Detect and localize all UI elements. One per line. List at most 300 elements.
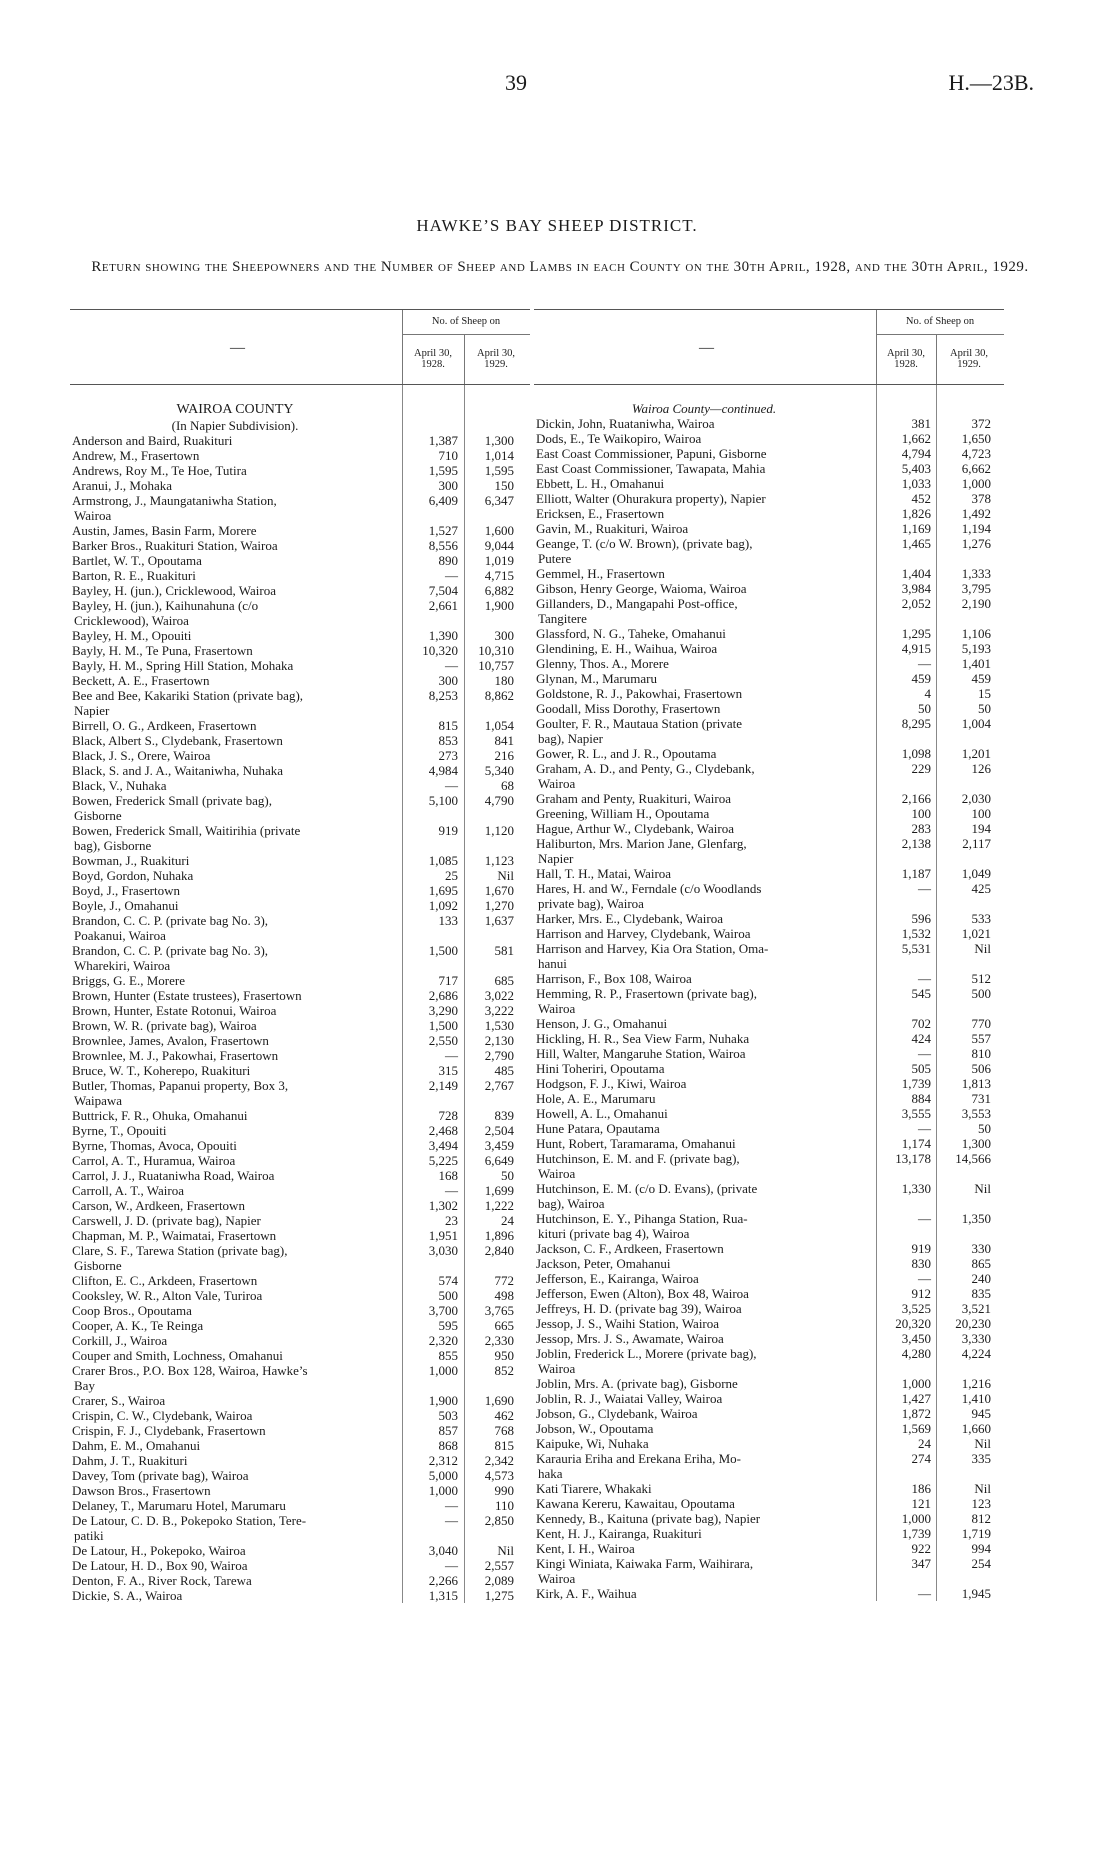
right-column xyxy=(534,309,1004,1601)
table-row xyxy=(534,1331,1004,1346)
sheep-1929 xyxy=(937,956,997,971)
sheep-1928: 1,662 xyxy=(901,431,931,446)
owner-name: Hini Toheriri, Opoutama xyxy=(536,1061,665,1076)
table-row xyxy=(70,1048,530,1063)
sheep-1929: 2,190 xyxy=(961,596,991,611)
owner-name: Harrison and Harvey, Kia Ora Station, Oma- xyxy=(536,941,769,956)
owner-name: Gibson, Henry George, Waioma, Wairoa xyxy=(536,581,747,596)
sheep-1929: Nil xyxy=(974,1436,991,1451)
sheep-1928: 5,531 xyxy=(901,941,931,956)
sheep-1929: 1,333 xyxy=(961,566,991,581)
owner-name: Goulter, F. R., Mautaua Station (private xyxy=(536,716,743,731)
owner-name: Wairoa xyxy=(538,776,576,791)
owner-name: Crispin, C. W., Clydebank, Wairoa xyxy=(72,1408,253,1423)
sheep-1929 xyxy=(937,611,997,626)
sheep-1929: 815 xyxy=(494,1438,514,1453)
sheep-1929: 2,130 xyxy=(484,1033,514,1048)
table-row xyxy=(534,1421,1004,1436)
owner-name: Joblin, R. J., Waiatai Valley, Wairoa xyxy=(536,1391,723,1406)
owner-name: Delaney, T., Marumaru Hotel, Marumaru xyxy=(72,1498,286,1513)
table-row xyxy=(70,1453,530,1468)
sheep-1928: 459 xyxy=(911,671,931,686)
owner-name: Kingi Winiata, Kaiwaka Farm, Waihirara, xyxy=(536,1556,754,1571)
sheep-1929 xyxy=(464,1093,520,1108)
table-row xyxy=(70,1033,530,1048)
owner-name: Waipawa xyxy=(74,1093,123,1108)
sheep-1928: 1,826 xyxy=(901,506,931,521)
sheep-1928: — xyxy=(918,1271,931,1286)
table-row xyxy=(70,1423,530,1438)
sheep-1929 xyxy=(464,1258,520,1273)
table-row xyxy=(70,1588,530,1603)
sheep-1928: 452 xyxy=(911,491,931,506)
sheep-1928: 20,320 xyxy=(895,1316,931,1331)
sheep-1929 xyxy=(937,1466,997,1481)
owner-name: Dahm, E. M., Omahanui xyxy=(72,1438,201,1453)
owner-name: Andrews, Roy M., Te Hoe, Tutira xyxy=(72,463,247,478)
table-row xyxy=(70,1363,530,1378)
sheep-1928: 503 xyxy=(438,1408,458,1423)
sheep-1929: 1,275 xyxy=(484,1588,514,1603)
header-col-1929: April 30, 1929. xyxy=(950,348,988,370)
owner-name: Bayly, H. M., Spring Hill Station, Mohaka xyxy=(72,658,294,673)
sheep-1929: 150 xyxy=(494,478,514,493)
sheep-1929: 9,044 xyxy=(484,538,514,553)
table-row xyxy=(70,628,530,643)
table-row xyxy=(70,1498,530,1513)
owner-name: Jobson, G., Clydebank, Wairoa xyxy=(536,1406,698,1421)
sheep-1929: 1,054 xyxy=(484,718,514,733)
table-row xyxy=(534,1151,1004,1166)
sheep-1928: 919 xyxy=(438,823,458,838)
owner-name: Bowman, J., Ruakituri xyxy=(72,853,190,868)
owner-name: Graham and Penty, Ruakituri, Wairoa xyxy=(536,791,731,806)
sheep-1928: 4,915 xyxy=(901,641,931,656)
sheep-1928: 50 xyxy=(918,701,931,716)
table-row xyxy=(534,521,1004,536)
owner-name: Cricklewood), Wairoa xyxy=(74,613,189,628)
sheep-1928: 2,686 xyxy=(428,988,458,1003)
table-row xyxy=(70,748,530,763)
table-row xyxy=(534,1451,1004,1466)
sheep-1929: 865 xyxy=(971,1256,991,1271)
sheep-1928: 702 xyxy=(911,1016,931,1031)
table-row xyxy=(534,1586,1004,1601)
sheep-1928 xyxy=(878,1001,937,1016)
owner-name: Gisborne xyxy=(74,1258,122,1273)
sheep-1929: 15 xyxy=(978,686,991,701)
sheep-1929 xyxy=(464,928,520,943)
sheep-1928: 1,092 xyxy=(428,898,458,913)
owner-name: Beckett, A. E., Frasertown xyxy=(72,673,210,688)
owner-name: Jessop, J. S., Waihi Station, Wairoa xyxy=(536,1316,720,1331)
sheep-1928 xyxy=(878,1166,937,1181)
sheep-1929: 1,401 xyxy=(961,656,991,671)
sheep-1928: 574 xyxy=(438,1273,458,1288)
sheep-1928: — xyxy=(918,1586,931,1601)
table-row xyxy=(70,1138,530,1153)
owner-name: Birrell, O. G., Ardkeen, Frasertown xyxy=(72,718,257,733)
table-row xyxy=(70,718,530,733)
owner-name: Wairoa xyxy=(74,508,112,523)
sheep-1928: 133 xyxy=(438,913,458,928)
owner-name: Wairoa xyxy=(538,1571,576,1586)
county-heading: WAIROA COUNTY xyxy=(176,402,294,417)
sheep-1928: 3,450 xyxy=(901,1331,931,1346)
table-row xyxy=(70,1078,530,1093)
sheep-1928: 4 xyxy=(924,686,931,701)
sheep-1928: 595 xyxy=(438,1318,458,1333)
sheep-1929: 68 xyxy=(501,778,514,793)
sheep-1928: — xyxy=(918,971,931,986)
sheep-1928 xyxy=(404,1378,464,1393)
owner-name: Hickling, H. R., Sea View Farm, Nuhaka xyxy=(536,1031,750,1046)
sheep-1928: 3,984 xyxy=(901,581,931,596)
sheep-1928: 1,739 xyxy=(901,1076,931,1091)
sheep-1929: 6,649 xyxy=(484,1153,514,1168)
table-row xyxy=(534,461,1004,476)
sheep-1929: 4,715 xyxy=(484,568,514,583)
table-row xyxy=(534,506,1004,521)
owner-name: Hune Patara, Opautama xyxy=(536,1121,660,1136)
owner-name: Couper and Smith, Lochness, Omahanui xyxy=(72,1348,283,1363)
sheep-1929 xyxy=(464,508,520,523)
sheep-1929: 812 xyxy=(971,1511,991,1526)
sheep-1929: 459 xyxy=(971,671,991,686)
table-row xyxy=(534,1121,1004,1136)
owner-name: Hutchinson, E. M. (c/o D. Evans), (private xyxy=(536,1181,758,1196)
sheep-1928: 121 xyxy=(911,1496,931,1511)
owner-name: Dods, E., Te Waikopiro, Wairoa xyxy=(536,431,702,446)
table-row xyxy=(534,971,1004,986)
sheep-1928: 5,100 xyxy=(428,793,458,808)
sheep-1929: 1,813 xyxy=(961,1076,991,1091)
sheep-1929 xyxy=(937,1571,997,1586)
sheep-1929: 557 xyxy=(971,1031,991,1046)
owner-name: Glenny, Thos. A., Morere xyxy=(536,656,669,671)
owner-name: Chapman, M. P., Waimatai, Frasertown xyxy=(72,1228,277,1243)
sheep-1928: 505 xyxy=(911,1061,931,1076)
owner-name: Briggs, G. E., Morere xyxy=(72,973,186,988)
table-row xyxy=(534,1361,1004,1376)
sheep-1929: 20,230 xyxy=(955,1316,991,1331)
table-row xyxy=(534,911,1004,926)
sheep-1928: 545 xyxy=(911,986,931,1001)
owner-name: Napier xyxy=(538,851,574,866)
sheep-1929: 852 xyxy=(494,1363,514,1378)
owner-name: Kent, I. H., Wairoa xyxy=(536,1541,635,1556)
table-row xyxy=(534,611,1004,626)
table-row xyxy=(70,523,530,538)
sheep-1929: 1,014 xyxy=(484,448,514,463)
sheep-1929: 1,719 xyxy=(961,1526,991,1541)
owner-name: Elliott, Walter (Ohurakura property), Napier xyxy=(536,491,766,506)
owner-name: Poakanui, Wairoa xyxy=(74,928,166,943)
owner-name: Brandon, C. C. P. (private bag No. 3), xyxy=(72,943,269,958)
sheep-1928: 23 xyxy=(445,1213,458,1228)
owner-name: Armstrong, J., Maungataniwha Station, xyxy=(72,493,277,508)
sheep-1928: 1,569 xyxy=(901,1421,931,1436)
sheep-1929: 581 xyxy=(494,943,514,958)
owner-name: Jackson, Peter, Omahanui xyxy=(536,1256,671,1271)
owner-name: Howell, A. L., Omahanui xyxy=(536,1106,668,1121)
owner-name: hanui xyxy=(538,956,567,971)
sheep-1928: 186 xyxy=(911,1481,931,1496)
table-row xyxy=(70,958,530,973)
owner-name: Bayley, H. (jun.), Kaihunahuna (c/o xyxy=(72,598,259,613)
sheep-1929: 3,553 xyxy=(961,1106,991,1121)
owner-name: Wairoa xyxy=(538,1166,576,1181)
sheep-1929: 194 xyxy=(971,821,991,836)
sheep-1928: 300 xyxy=(438,673,458,688)
sheep-1929: 1,276 xyxy=(961,536,991,551)
sheep-1929: 1,222 xyxy=(484,1198,514,1213)
sheep-1928: 1,532 xyxy=(901,926,931,941)
owner-name: Harrison, F., Box 108, Wairoa xyxy=(536,971,692,986)
sheep-1928: 3,700 xyxy=(428,1303,458,1318)
sheep-1929: 1,270 xyxy=(484,898,514,913)
sheep-1929: 2,850 xyxy=(484,1513,514,1528)
owner-name: Jessop, Mrs. J. S., Awamate, Wairoa xyxy=(536,1331,724,1346)
owner-name: Hares, H. and W., Ferndale (c/o Woodlands xyxy=(536,881,762,896)
table-row xyxy=(70,793,530,808)
table-row xyxy=(534,566,1004,581)
sheep-1929 xyxy=(937,776,997,791)
sheep-1928: 4,984 xyxy=(428,763,458,778)
sheep-1928: 728 xyxy=(438,1108,458,1123)
sheep-1929: 10,757 xyxy=(478,658,514,673)
sheep-1928: 3,040 xyxy=(428,1543,458,1558)
table-row xyxy=(534,1271,1004,1286)
table-row xyxy=(70,538,530,553)
sheep-1929: 768 xyxy=(494,1423,514,1438)
sheep-1928: 1,390 xyxy=(428,628,458,643)
sheep-1928: 1,000 xyxy=(901,1376,931,1391)
owner-name: Carswell, J. D. (private bag), Napier xyxy=(72,1213,261,1228)
sheep-1928: 283 xyxy=(911,821,931,836)
owner-name: Putere xyxy=(538,551,572,566)
owner-name: Bruce, W. T., Koherepo, Ruakituri xyxy=(72,1063,251,1078)
sheep-1929: 1,595 xyxy=(484,463,514,478)
owner-name: Bartlet, W. T., Opoutama xyxy=(72,553,202,568)
owner-name: Graham, A. D., and Penty, G., Clydebank, xyxy=(536,761,755,776)
owner-name: Dickin, John, Ruataniwha, Wairoa xyxy=(536,416,715,431)
owner-name: Dahm, J. T., Ruakituri xyxy=(72,1453,188,1468)
table-row xyxy=(534,536,1004,551)
owner-name: Kaipuke, Wi, Nuhaka xyxy=(536,1436,649,1451)
sheep-1929: 990 xyxy=(494,1483,514,1498)
owner-name: Ebbett, L. H., Omahanui xyxy=(536,476,665,491)
table-row xyxy=(70,613,530,628)
sheep-1929: 1,049 xyxy=(961,866,991,881)
sheep-1928: 300 xyxy=(438,478,458,493)
owner-name: Dickie, S. A., Wairoa xyxy=(72,1588,183,1603)
table-row xyxy=(70,1093,530,1108)
sheep-1929: 2,557 xyxy=(484,1558,514,1573)
owner-name: Bayley, H. (jun.), Cricklewood, Wairoa xyxy=(72,583,277,598)
table-row xyxy=(534,671,1004,686)
sheep-1929: 330 xyxy=(971,1241,991,1256)
sheep-1929 xyxy=(464,958,520,973)
header-group: No. of Sheep on xyxy=(905,316,975,327)
sheep-1929: 14,566 xyxy=(955,1151,991,1166)
owner-name: Harrison and Harvey, Clydebank, Wairoa xyxy=(536,926,751,941)
sheep-1928 xyxy=(878,611,937,626)
sheep-1929: 841 xyxy=(494,733,514,748)
table-row xyxy=(534,1556,1004,1571)
sheep-1929: 2,330 xyxy=(484,1333,514,1348)
table-row xyxy=(70,988,530,1003)
sheep-1928: 3,290 xyxy=(428,1003,458,1018)
owner-name: Andrew, M., Frasertown xyxy=(72,448,200,463)
sheep-1928 xyxy=(404,613,464,628)
sheep-1928: — xyxy=(918,881,931,896)
sheep-1929: 3,330 xyxy=(961,1331,991,1346)
sheep-1929: 2,117 xyxy=(962,836,991,851)
owner-name: Hague, Arthur W., Clydebank, Wairoa xyxy=(536,821,735,836)
owner-name: Hutchinson, E. M. and F. (private bag), xyxy=(536,1151,740,1166)
table-row xyxy=(70,1483,530,1498)
sheep-1929: 300 xyxy=(494,628,514,643)
sheep-1928: 8,295 xyxy=(901,716,931,731)
table-row xyxy=(534,1316,1004,1331)
owner-name: Boyd, Gordon, Nuhaka xyxy=(72,868,194,883)
table-row xyxy=(70,448,530,463)
table-row xyxy=(534,881,1004,896)
sheep-1928: — xyxy=(918,1121,931,1136)
sheep-1928: 100 xyxy=(911,806,931,821)
table-row xyxy=(534,491,1004,506)
sheep-1928: 1,085 xyxy=(428,853,458,868)
table-row xyxy=(534,1001,1004,1016)
table-row xyxy=(534,1511,1004,1526)
sheep-1929: Nil xyxy=(974,1481,991,1496)
table-row xyxy=(70,1393,530,1408)
owner-name: Crarer, S., Wairoa xyxy=(72,1393,166,1408)
sheep-1928: 8,556 xyxy=(428,538,458,553)
table-row xyxy=(534,1016,1004,1031)
table-row xyxy=(534,1406,1004,1421)
table-row xyxy=(534,686,1004,701)
sheep-1929 xyxy=(464,613,520,628)
sheep-1928 xyxy=(878,1196,937,1211)
table-row xyxy=(534,1466,1004,1481)
table-row xyxy=(534,806,1004,821)
sheep-1929: 500 xyxy=(971,986,991,1001)
sheep-1928 xyxy=(404,1258,464,1273)
table-row xyxy=(70,823,530,838)
table-row xyxy=(534,626,1004,641)
owner-name: Carson, W., Ardkeen, Frasertown xyxy=(72,1198,245,1213)
sheep-1928: 3,525 xyxy=(901,1301,931,1316)
sheep-1928: — xyxy=(445,1513,458,1528)
table-row xyxy=(534,926,1004,941)
table-row xyxy=(534,821,1004,836)
sheep-1929: 1,216 xyxy=(961,1376,991,1391)
sheep-1929: 3,022 xyxy=(484,988,514,1003)
owner-name: Joblin, Mrs. A. (private bag), Gisborne xyxy=(536,1376,738,1391)
owner-name: Denton, F. A., River Rock, Tarewa xyxy=(72,1573,252,1588)
sheep-1929: 2,089 xyxy=(484,1573,514,1588)
sheep-1928: 13,178 xyxy=(895,1151,931,1166)
sheep-1928: 855 xyxy=(438,1348,458,1363)
table-row xyxy=(70,598,530,613)
sheep-1928: 1,465 xyxy=(901,536,931,551)
table-row xyxy=(70,1108,530,1123)
sheep-1928: 853 xyxy=(438,733,458,748)
owner-name: Goldstone, R. J., Pakowhai, Frasertown xyxy=(536,686,743,701)
sheep-1929: 1,300 xyxy=(484,433,514,448)
sheep-1929: 6,662 xyxy=(961,461,991,476)
table-row xyxy=(534,1391,1004,1406)
sheep-1928: 1,500 xyxy=(428,943,458,958)
owner-name: Hill, Walter, Mangaruhe Station, Wairoa xyxy=(536,1046,746,1061)
header-col-1928: April 30, 1928. xyxy=(414,348,452,370)
sheep-1928: 1,295 xyxy=(901,626,931,641)
owner-name: Glassford, N. G., Taheke, Omahanui xyxy=(536,626,726,641)
sheep-1929: 378 xyxy=(971,491,991,506)
sheep-1929: Nil xyxy=(497,1543,514,1558)
table-row xyxy=(534,596,1004,611)
sheep-1928: — xyxy=(918,1046,931,1061)
sheep-1929: 1,637 xyxy=(484,913,514,928)
sheep-1928: 1,695 xyxy=(428,883,458,898)
sheep-1929 xyxy=(464,808,520,823)
table-row xyxy=(534,746,1004,761)
sheep-1929: 2,840 xyxy=(484,1243,514,1258)
table-row xyxy=(70,1333,530,1348)
owner-name: Glendining, E. H., Waihua, Wairoa xyxy=(536,641,718,656)
table-row xyxy=(534,1481,1004,1496)
sheep-1929: 1,201 xyxy=(961,746,991,761)
table-row xyxy=(70,1438,530,1453)
table-row xyxy=(70,433,530,448)
page-number: 39 xyxy=(505,70,527,95)
sheep-1928: 5,403 xyxy=(901,461,931,476)
owner-name: Henson, J. G., Omahanui xyxy=(536,1016,668,1031)
sheep-1928 xyxy=(404,958,464,973)
sheep-1928: — xyxy=(445,1558,458,1573)
header-dash: — xyxy=(230,340,245,356)
sheep-1929: 2,767 xyxy=(484,1078,514,1093)
table-row xyxy=(70,1513,530,1528)
document-reference: H.—23B. xyxy=(948,70,1034,95)
sheep-1929: 1,410 xyxy=(961,1391,991,1406)
table-row xyxy=(534,641,1004,656)
owner-name: Carroll, A. T., Wairoa xyxy=(72,1183,184,1198)
owner-name: Brownlee, M. J., Pakowhai, Frasertown xyxy=(72,1048,279,1063)
owner-name: Bowen, Frederick Small (private bag), xyxy=(72,793,272,808)
sheep-1928 xyxy=(878,1361,937,1376)
sheep-1929: 3,795 xyxy=(961,581,991,596)
owner-name: Aranui, J., Mohaka xyxy=(72,478,173,493)
sheep-1929: 533 xyxy=(971,911,991,926)
sheep-1929 xyxy=(937,1361,997,1376)
sheep-1929: 835 xyxy=(971,1286,991,1301)
sheep-1928 xyxy=(404,808,464,823)
sheep-1929: 24 xyxy=(501,1213,514,1228)
table-row xyxy=(534,851,1004,866)
table-row xyxy=(70,1183,530,1198)
sheep-1928: 1,187 xyxy=(901,866,931,881)
county-subheading: (In Napier Subdivision). xyxy=(171,418,299,433)
table-row xyxy=(534,776,1004,791)
sheep-1929: 810 xyxy=(971,1046,991,1061)
sheep-1928: 424 xyxy=(911,1031,931,1046)
table-row xyxy=(534,1211,1004,1226)
sheep-1929 xyxy=(464,838,520,853)
table-row xyxy=(534,656,1004,671)
